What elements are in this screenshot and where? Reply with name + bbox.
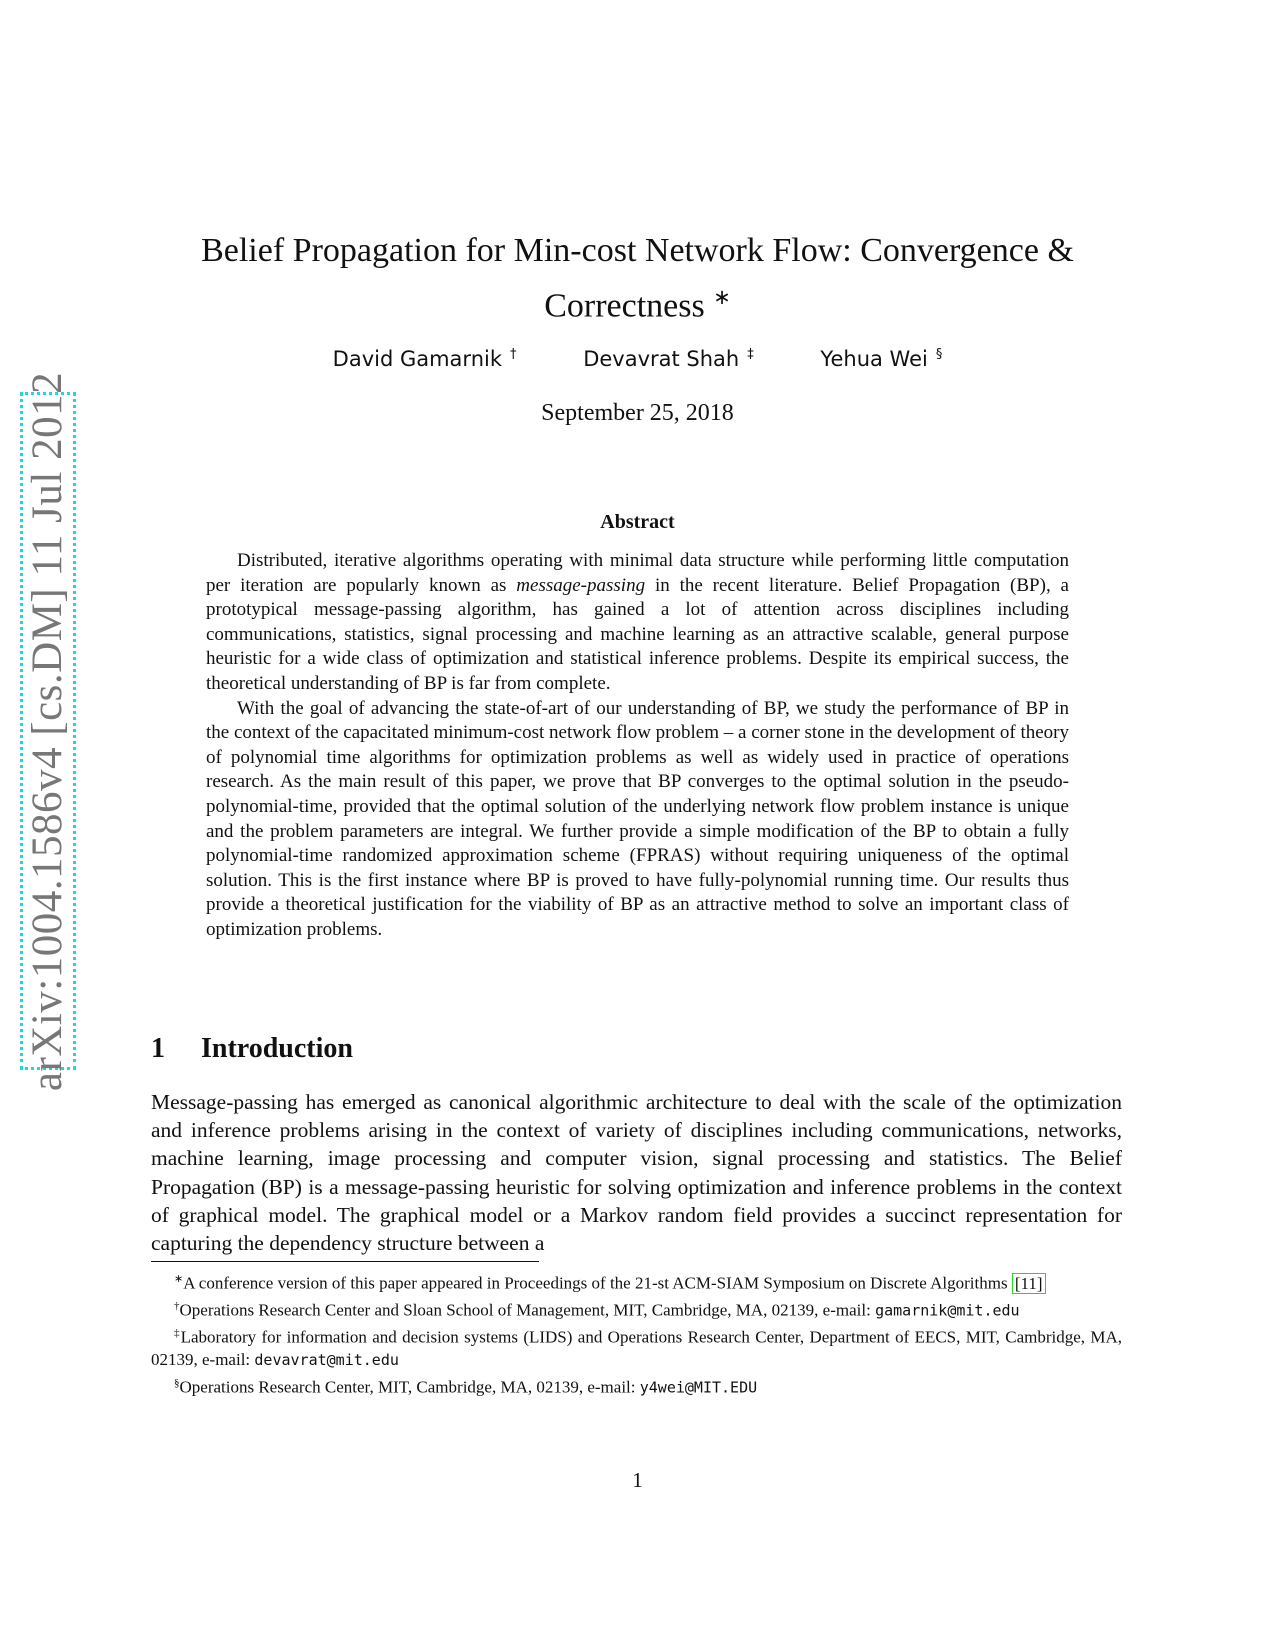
footnote-mark: ‡ <box>174 1327 181 1340</box>
footnote-rule <box>151 1261 539 1262</box>
paper-date: September 25, 2018 <box>541 400 734 426</box>
section-title: Introduction <box>201 1033 353 1064</box>
footnotes <box>151 1268 1122 1399</box>
footnote-email: devavrat@mit.edu <box>254 1351 399 1370</box>
abstract-text: in the recent literature. Belief Propagation (BP), a prototypical message-passing algorithm, has gained a lot of attention across disciplines including communications, statistics, signal processing and machine learning as an attractive scalable, general purpose heuristic for a wide class of optimization and statistical inference problems. Despite its empirical success, the theoretical understanding of BP is far from complete. <box>206 574 1069 694</box>
author-name: Devavrat Shah <box>583 347 740 371</box>
abstract-emphasis: message-passing <box>516 574 646 596</box>
author-mark: § <box>935 347 943 362</box>
abstract-paragraph-2: With the goal of advancing the state-of-art of our understanding of BP, we study the performance of BP in the context of the capacitated minimum-cost network flow problem – a corner stone in the development of theory of polynomial time algorithms for optimization problems as well as widely used in practice of operations research. As the main result of this paper, we prove that BP converges to the optimal solution in the pseudo-polynomial-time, provided that the optimal solution of the underlying network flow problem instance is unique and the problem parameters are integral. We further provide a simple modification of the BP to obtain a fully polynomial-time randomized approximation scheme (FPRAS) without requiring uniqueness of the optimal solution. This is the first instance where BP is proved to have fully-polynomial running time. Our results thus provide a theoretical justification for the viability of BP as an attractive method to solve an important class of optimization problems. <box>206 697 1069 940</box>
author-1 <box>333 347 517 371</box>
section-heading <box>151 1033 353 1065</box>
abstract-text: Distributed, iterative algorithms operating with minimal data structure while performing little computation per iteration are popularly known as <box>206 550 1069 596</box>
footnote-4 <box>151 1372 1122 1399</box>
introduction-body <box>151 1088 1122 1257</box>
footnote-1 <box>151 1268 1122 1295</box>
footnote-text: Operations Research Center, MIT, Cambridge, MA, 02139, e-mail: <box>179 1377 640 1397</box>
author-mark: † <box>510 347 517 362</box>
author-name: Yehua Wei <box>820 347 928 371</box>
arxiv-stamp[interactable] <box>20 371 76 1091</box>
section-number: 1 <box>151 1033 165 1064</box>
footnote-email: y4wei@MIT.EDU <box>639 1378 758 1397</box>
page-number: 1 <box>632 1468 643 1492</box>
abstract-paragraph-1 <box>206 549 1069 697</box>
title-line-1: Belief Propagation for Min-cost Network Flow: Convergence & <box>201 232 1074 269</box>
footnote-email: gamarnik@mit.edu <box>875 1301 1020 1320</box>
title-line-2 <box>140 274 1135 329</box>
paper-title <box>140 228 1135 329</box>
introduction-paragraph: Message-passing has emerged as canonical algorithmic architecture to deal with the scale of the optimization and inference problems arising in the context of variety of disciplines including communications, networks, machine learning, image processing and computer vision, signal processing and statistics. The Belief Propagation (BP) is a message-passing heuristic for solving optimization and inference problems in the context of graphical model. The graphical model or a Markov random field provides a succinct representation for capturing the dependency structure between a <box>151 1090 1122 1256</box>
author-mark: ‡ <box>747 347 754 362</box>
abstract-body <box>206 549 1069 943</box>
abstract-heading: Abstract <box>600 511 675 533</box>
footnote-2 <box>151 1295 1122 1322</box>
footnote-mark: § <box>174 1376 180 1389</box>
title-footnote-mark: ∗ <box>713 285 731 309</box>
author-name: David Gamarnik <box>332 347 502 371</box>
footnote-3 <box>151 1322 1122 1372</box>
arxiv-identifier: arXiv:1004.1586v4 [cs.DM] 11 Jul 2012 <box>24 371 72 1091</box>
author-list <box>140 347 1135 371</box>
footnote-text: Laboratory for information and decision systems (LIDS) and Operations Research Center, Department of EECS, MIT, Cambridge, MA, 02139, e-mail: <box>151 1327 1123 1370</box>
author-2 <box>583 347 754 371</box>
title-line-2-text: Correctness <box>544 287 705 325</box>
footnote-text: Operations Research Center and Sloan School of Management, MIT, Cambridge, MA, 02139, e-mail: <box>179 1300 876 1320</box>
citation-link[interactable]: [11] <box>1012 1273 1046 1294</box>
footnote-text: A conference version of this paper appeared in Proceedings of the 21-st ACM-SIAM Symposium on Discrete Algorithms <box>183 1273 1012 1293</box>
footnote-mark: † <box>174 1300 180 1313</box>
author-3 <box>820 347 942 371</box>
footnote-mark: ∗ <box>174 1273 184 1285</box>
